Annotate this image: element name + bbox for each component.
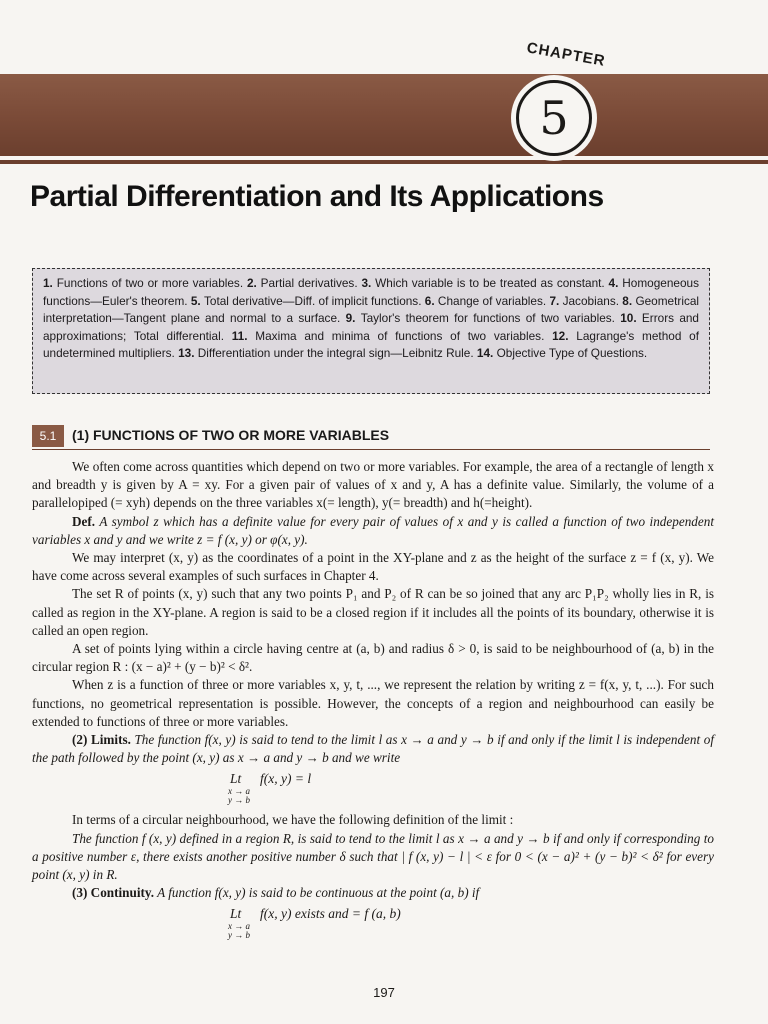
chapter-title: Partial Differentiation and Its Applications (30, 180, 604, 213)
contents-item-text: Partial derivatives. (260, 276, 362, 290)
paragraph: When z is a function of three or more variables x, y, t, ..., we represent the relation by writing z = f(x, y, t, ...). For such functions, no geometrical representation is possible. However, the concepts of a region and neighbourhood can easily be extended to functions of three or more variables. (32, 677, 714, 729)
contents-item (178, 346, 477, 360)
contents-item-number: 11. (231, 328, 256, 343)
contents-item (477, 346, 647, 360)
contents-item-text: Homogeneous functions—Euler's theorem. (43, 276, 699, 308)
continuity-paragraph (32, 884, 714, 902)
continuity-formula (230, 906, 714, 940)
contents-item-number: 12. (552, 328, 577, 343)
continuity-text: A function f(x, y) is said to be continuous at the point (a, b) if (154, 885, 480, 901)
contents-box (32, 268, 710, 394)
page-number: 197 (373, 985, 395, 1000)
contents-item-number: 4. (608, 276, 623, 290)
limit-definition-text: The function f (x, y) defined in a region R, is said to tend to the limit l as x → a and y → b if and only if corresponding to a positive number ε, there exists another positive number δ such that | f (x, y) − l | < ε for 0 < (x − a)² + (y − b)² < δ² for every point (x, y) in R. (32, 830, 714, 883)
contents-item (247, 276, 361, 290)
limit-operator: Lt (230, 771, 242, 787)
banner-underline (0, 160, 768, 164)
contents-item-text: Lagrange's method of undetermined multipliers. (43, 328, 699, 360)
chapter-banner (0, 74, 768, 156)
contents-item-number: 2. (246, 276, 261, 290)
contents-item-number: 7. (549, 293, 563, 308)
limit-subscript-x: x → a (228, 786, 250, 797)
contents-item-number: 1. (43, 276, 57, 290)
contents-item-text: Jacobians. (562, 293, 623, 308)
continuity-expression: f(x, y) exists and = f (a, b) (260, 906, 401, 922)
contents-item-text: Differentiation under the integral sign—Leibnitz Rule. (197, 346, 477, 360)
contents-item (346, 311, 621, 325)
contents-item-number: 13. (178, 346, 198, 360)
limit-subscript-x: x → a (228, 921, 250, 932)
limit-subscript-y: y → b (228, 795, 250, 806)
contents-item-text: Total derivative—Diff. of implicit functions. (203, 293, 425, 308)
limit-operator: Lt (230, 906, 242, 922)
paragraph: A set of points lying within a circle having centre at (a, b) and radius δ > 0, is said to be neighbourhood of (a, b) in the circular region R : (x − a)² + (y − b)² < δ². (32, 641, 714, 675)
paragraph: In terms of a circular neighbourhood, we have the following definition of the limit : (72, 812, 514, 828)
contents-item-number: 5. (190, 293, 204, 308)
limits-label: (2) Limits. (72, 732, 131, 748)
contents-item-text: Taylor's theorem for functions of two variables. (360, 311, 621, 325)
contents-item-number: 9. (345, 311, 361, 325)
definition-label: Def. (72, 513, 96, 529)
section-number: 5.1 (32, 425, 64, 447)
body-text (32, 458, 714, 946)
limit-subscript-y: y → b (228, 930, 250, 941)
contents-item-number: 6. (424, 293, 438, 308)
definition-paragraph (32, 513, 714, 549)
limit-definition-paragraph (32, 830, 714, 885)
limits-text: The function f(x, y) is said to tend to the limit l as x → a and y → b if and only if the limit l is independent of the path followed by the point (x, y) as x → a and y → b and we write (32, 732, 714, 766)
section-heading (32, 425, 710, 450)
limit-formula (230, 771, 714, 805)
contents-item (361, 276, 608, 290)
chapter-number: 5 (516, 80, 592, 156)
contents-item-text: Errors and approximations; Total differential. (43, 311, 699, 343)
contents-item (191, 294, 425, 308)
contents-item-text: Functions of two or more variables. (56, 276, 247, 290)
contents-item (425, 294, 550, 308)
contents-item-text: Objective Type of Questions. (496, 346, 648, 360)
definition-text: A symbol z which has a definite value for every pair of values of x and y is called a function of two independent variables x and y and we write z = f (x, y) or φ(x, y). (32, 513, 714, 547)
contents-item-number: 3. (361, 276, 376, 290)
contents-list (43, 275, 699, 363)
paragraph: We may interpret (x, y) as the coordinates of a point in the XY-plane and z as the height of the surface z = f (x, y). We have come across several examples of such surfaces in Chapter 4. (32, 550, 714, 584)
limits-paragraph (32, 731, 714, 767)
paragraph: We often come across quantities which depend on two or more variables. For example, the area of a rectangle of length x and breadth y is given by A = xy. For a given pair of values of x and y, A has a definite value. Similarly, the volume of a parallelopiped (= xyh) depends on the three variables x(= length), y(= breadth) and h(=height). (32, 459, 714, 511)
chapter-label: CHAPTER (525, 39, 607, 70)
contents-item (232, 329, 552, 343)
limit-expression: f(x, y) = l (260, 771, 312, 787)
contents-item-text: Geometrical interpretation—Tangent plane and normal to a surface. (43, 293, 700, 325)
continuity-label: (3) Continuity. (72, 885, 155, 901)
contents-item-text: Change of variables. (437, 293, 550, 308)
paragraph: The set R of points (x, y) such that any two points P₁ and P₂ of R can be so joined that any arc P₁P₂ wholly lies in R, is called as region in the XY-plane. A region is said to be a closed region if it includes all the points of its boundary, otherwise it is called an open region. (32, 586, 714, 638)
contents-item-number: 8. (622, 293, 636, 308)
contents-item (43, 276, 247, 290)
section-title: (1) FUNCTIONS OF TWO OR MORE VARIABLES (72, 427, 390, 443)
chapter-badge (511, 75, 597, 161)
contents-item-text: Which variable is to be treated as constant. (375, 276, 609, 290)
contents-item-number: 14. (476, 346, 497, 360)
contents-item-text: Maxima and minima of functions of two variables. (255, 328, 553, 343)
contents-item-number: 10. (620, 311, 642, 325)
contents-item (549, 294, 622, 308)
